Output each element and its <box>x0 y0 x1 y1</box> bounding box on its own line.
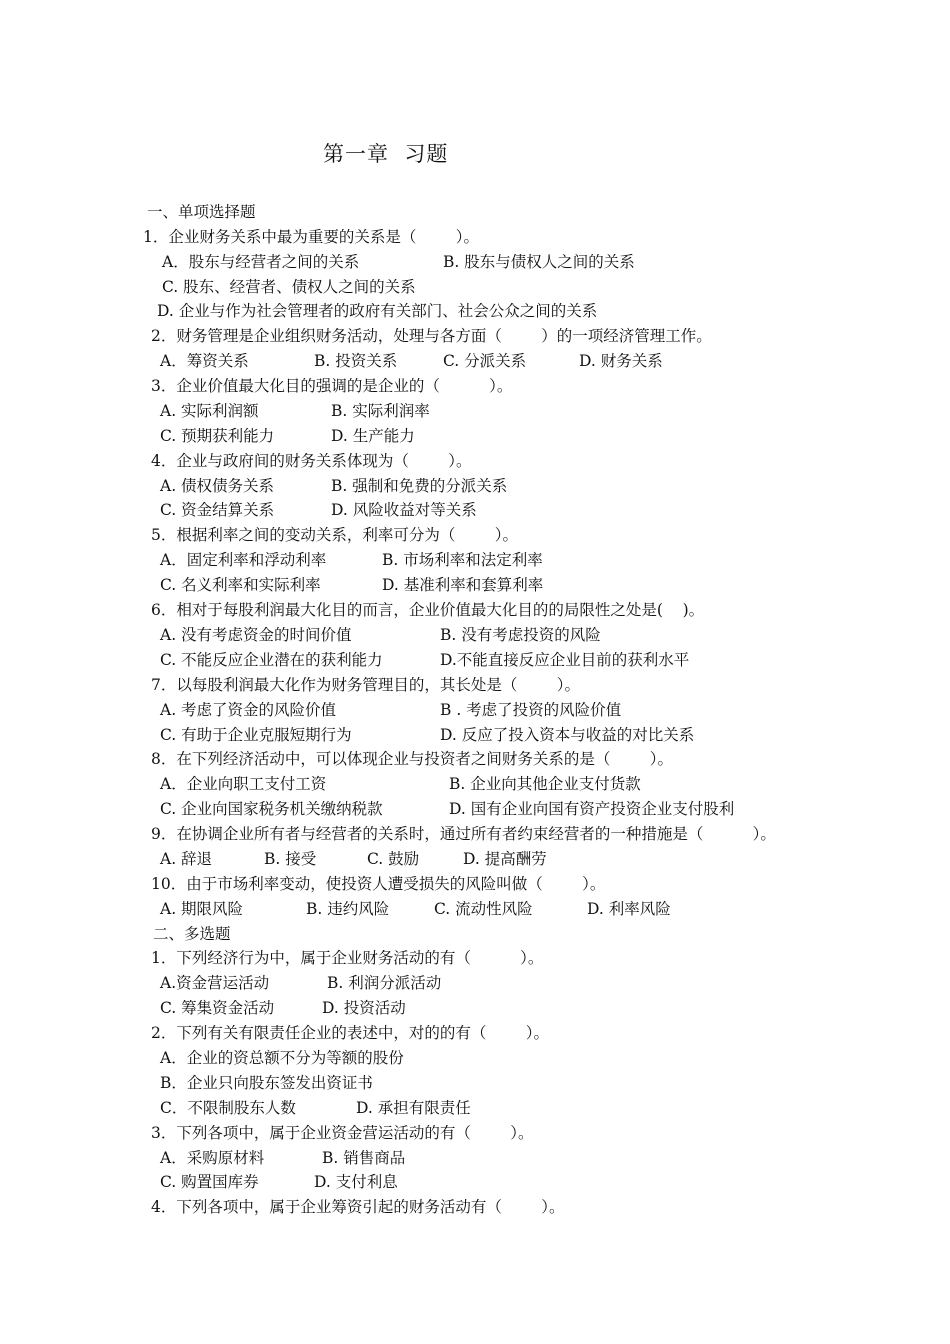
question-option: C. 购置国库券 <box>160 1173 259 1191</box>
question-option: B．企业只向股东签发出资证书 <box>160 1074 373 1092</box>
question-stem: 10．由于市场利率变动，使投资人遭受损失的风险叫做（ ）。 <box>151 875 606 893</box>
question-option: A．企业的资总额不分为等额的股份 <box>160 1049 404 1067</box>
question-stem: 4．企业与政府间的财务关系体现为（ ）。 <box>151 452 472 470</box>
question-option: B. 股东与债权人之间的关系 <box>443 253 635 271</box>
question-option: A. 实际利润额 <box>160 402 259 420</box>
question-option: A．筹资关系 <box>160 352 249 370</box>
question-option: D. 反应了投入资本与收益的对比关系 <box>440 726 695 744</box>
question-stem: 1．企业财务关系中最为重要的关系是（ ）。 <box>143 228 480 246</box>
question-option: B. 利润分派活动 <box>327 974 442 992</box>
question-stem: 5．根据利率之间的变动关系，利率可分为（ ）。 <box>151 526 519 544</box>
question-option: A. 期限风险 <box>160 900 244 918</box>
question-option: A. 债权债务关系 <box>160 477 275 495</box>
question-option: A．采购原材料 <box>160 1149 265 1167</box>
question-option: C. 预期获利能力 <box>160 427 275 445</box>
question-option: C. 资金结算关系 <box>160 501 275 519</box>
question-option: C. 分派关系 <box>443 352 527 370</box>
question-option: C. 股东、经营者、债权人之间的关系 <box>162 278 416 296</box>
question-option: D. 投资活动 <box>322 999 406 1017</box>
question-option: D. 利率风险 <box>587 900 671 918</box>
question-option: B. 市场利率和法定利率 <box>382 551 543 569</box>
question-option: C. 鼓励 <box>367 850 420 868</box>
question-stem: 9．在协调企业所有者与经营者的关系时，通过所有者约束经营者的一种措施是（ ）。 <box>151 825 776 843</box>
question-stem: 8．在下列经济活动中，可以体现企业与投资者之间财务关系的是（ ）。 <box>151 750 674 768</box>
question-option: C. 不能反应企业潜在的获利能力 <box>160 651 383 669</box>
question-option: B. 接受 <box>264 850 317 868</box>
question-option: C. 名义利率和实际利率 <box>160 576 321 594</box>
question-option: D. 承担有限责任 <box>356 1099 471 1117</box>
question-stem: 2．财务管理是企业组织财务活动，处理与各方面（ ）的一项经济管理工作。 <box>151 327 712 345</box>
question-option: D. 基准利率和套算利率 <box>382 576 544 594</box>
question-option: D. 提高酬劳 <box>463 850 547 868</box>
question-option: C. 企业向国家税务机关缴纳税款 <box>160 800 383 818</box>
question-option: D. 生产能力 <box>331 427 415 445</box>
question-option: C. 筹集资金活动 <box>160 999 275 1017</box>
question-stem: 3．下列各项中，属于企业资金营运活动的有（ ）。 <box>151 1124 534 1142</box>
question-option: D. 财务关系 <box>579 352 663 370</box>
question-stem: 6．相对于每股利润最大化目的而言，企业价值最大化目的的局限性之处是( )。 <box>151 601 705 619</box>
question-option: C. 有助于企业克服短期行为 <box>160 726 352 744</box>
question-option: B. 强制和免费的分派关系 <box>331 477 508 495</box>
question-option: A. 辞退 <box>160 850 213 868</box>
question-option: A.资金营运活动 <box>160 974 270 992</box>
section-heading-multiple-choice: 二、多选题 <box>153 925 231 943</box>
question-option: B. 企业向其他企业支付货款 <box>449 775 641 793</box>
question-option: B. 投资关系 <box>314 352 398 370</box>
question-option: D. 风险收益对等关系 <box>331 501 477 519</box>
question-option: A．企业向职工支付工资 <box>160 775 327 793</box>
question-stem: 4．下列各项中，属于企业筹资引起的财务活动有（ ）。 <box>151 1198 565 1216</box>
question-option: D. 企业与作为社会管理者的政府有关部门、社会公众之间的关系 <box>157 302 598 320</box>
question-option: C．不限制股东人数 <box>160 1099 296 1117</box>
question-option: C. 流动性风险 <box>434 900 533 918</box>
question-option: B. 实际利润率 <box>331 402 430 420</box>
question-option: B. 违约风险 <box>306 900 390 918</box>
question-stem: 7．以每股利润最大化作为财务管理目的，其长处是（ ）。 <box>151 676 581 694</box>
question-option: D. 支付利息 <box>314 1173 398 1191</box>
question-stem: 3．企业价值最大化目的强调的是企业的（ ）。 <box>151 377 513 395</box>
section-heading-single-choice: 一、单项选择题 <box>147 203 256 221</box>
question-stem: 2．下列有关有限责任企业的表述中，对的的有（ ）。 <box>151 1024 550 1042</box>
page-title: 第一章 习题 <box>323 142 449 166</box>
question-option: D.不能直接反应企业目前的获利水平 <box>440 651 690 669</box>
question-option: A．固定利率和浮动利率 <box>160 551 327 569</box>
question-option: B . 考虑了投资的风险价值 <box>440 701 622 719</box>
question-option: B. 销售商品 <box>322 1149 406 1167</box>
question-option: A. 没有考虑资金的时间价值 <box>160 626 352 644</box>
question-stem: 1．下列经济行为中，属于企业财务活动的有（ ）。 <box>151 949 544 967</box>
question-option: D. 国有企业向国有资产投资企业支付股利 <box>449 800 735 818</box>
question-option: A．股东与经营者之间的关系 <box>162 253 360 271</box>
question-option: A. 考虑了资金的风险价值 <box>160 701 337 719</box>
question-option: B. 没有考虑投资的风险 <box>440 626 601 644</box>
